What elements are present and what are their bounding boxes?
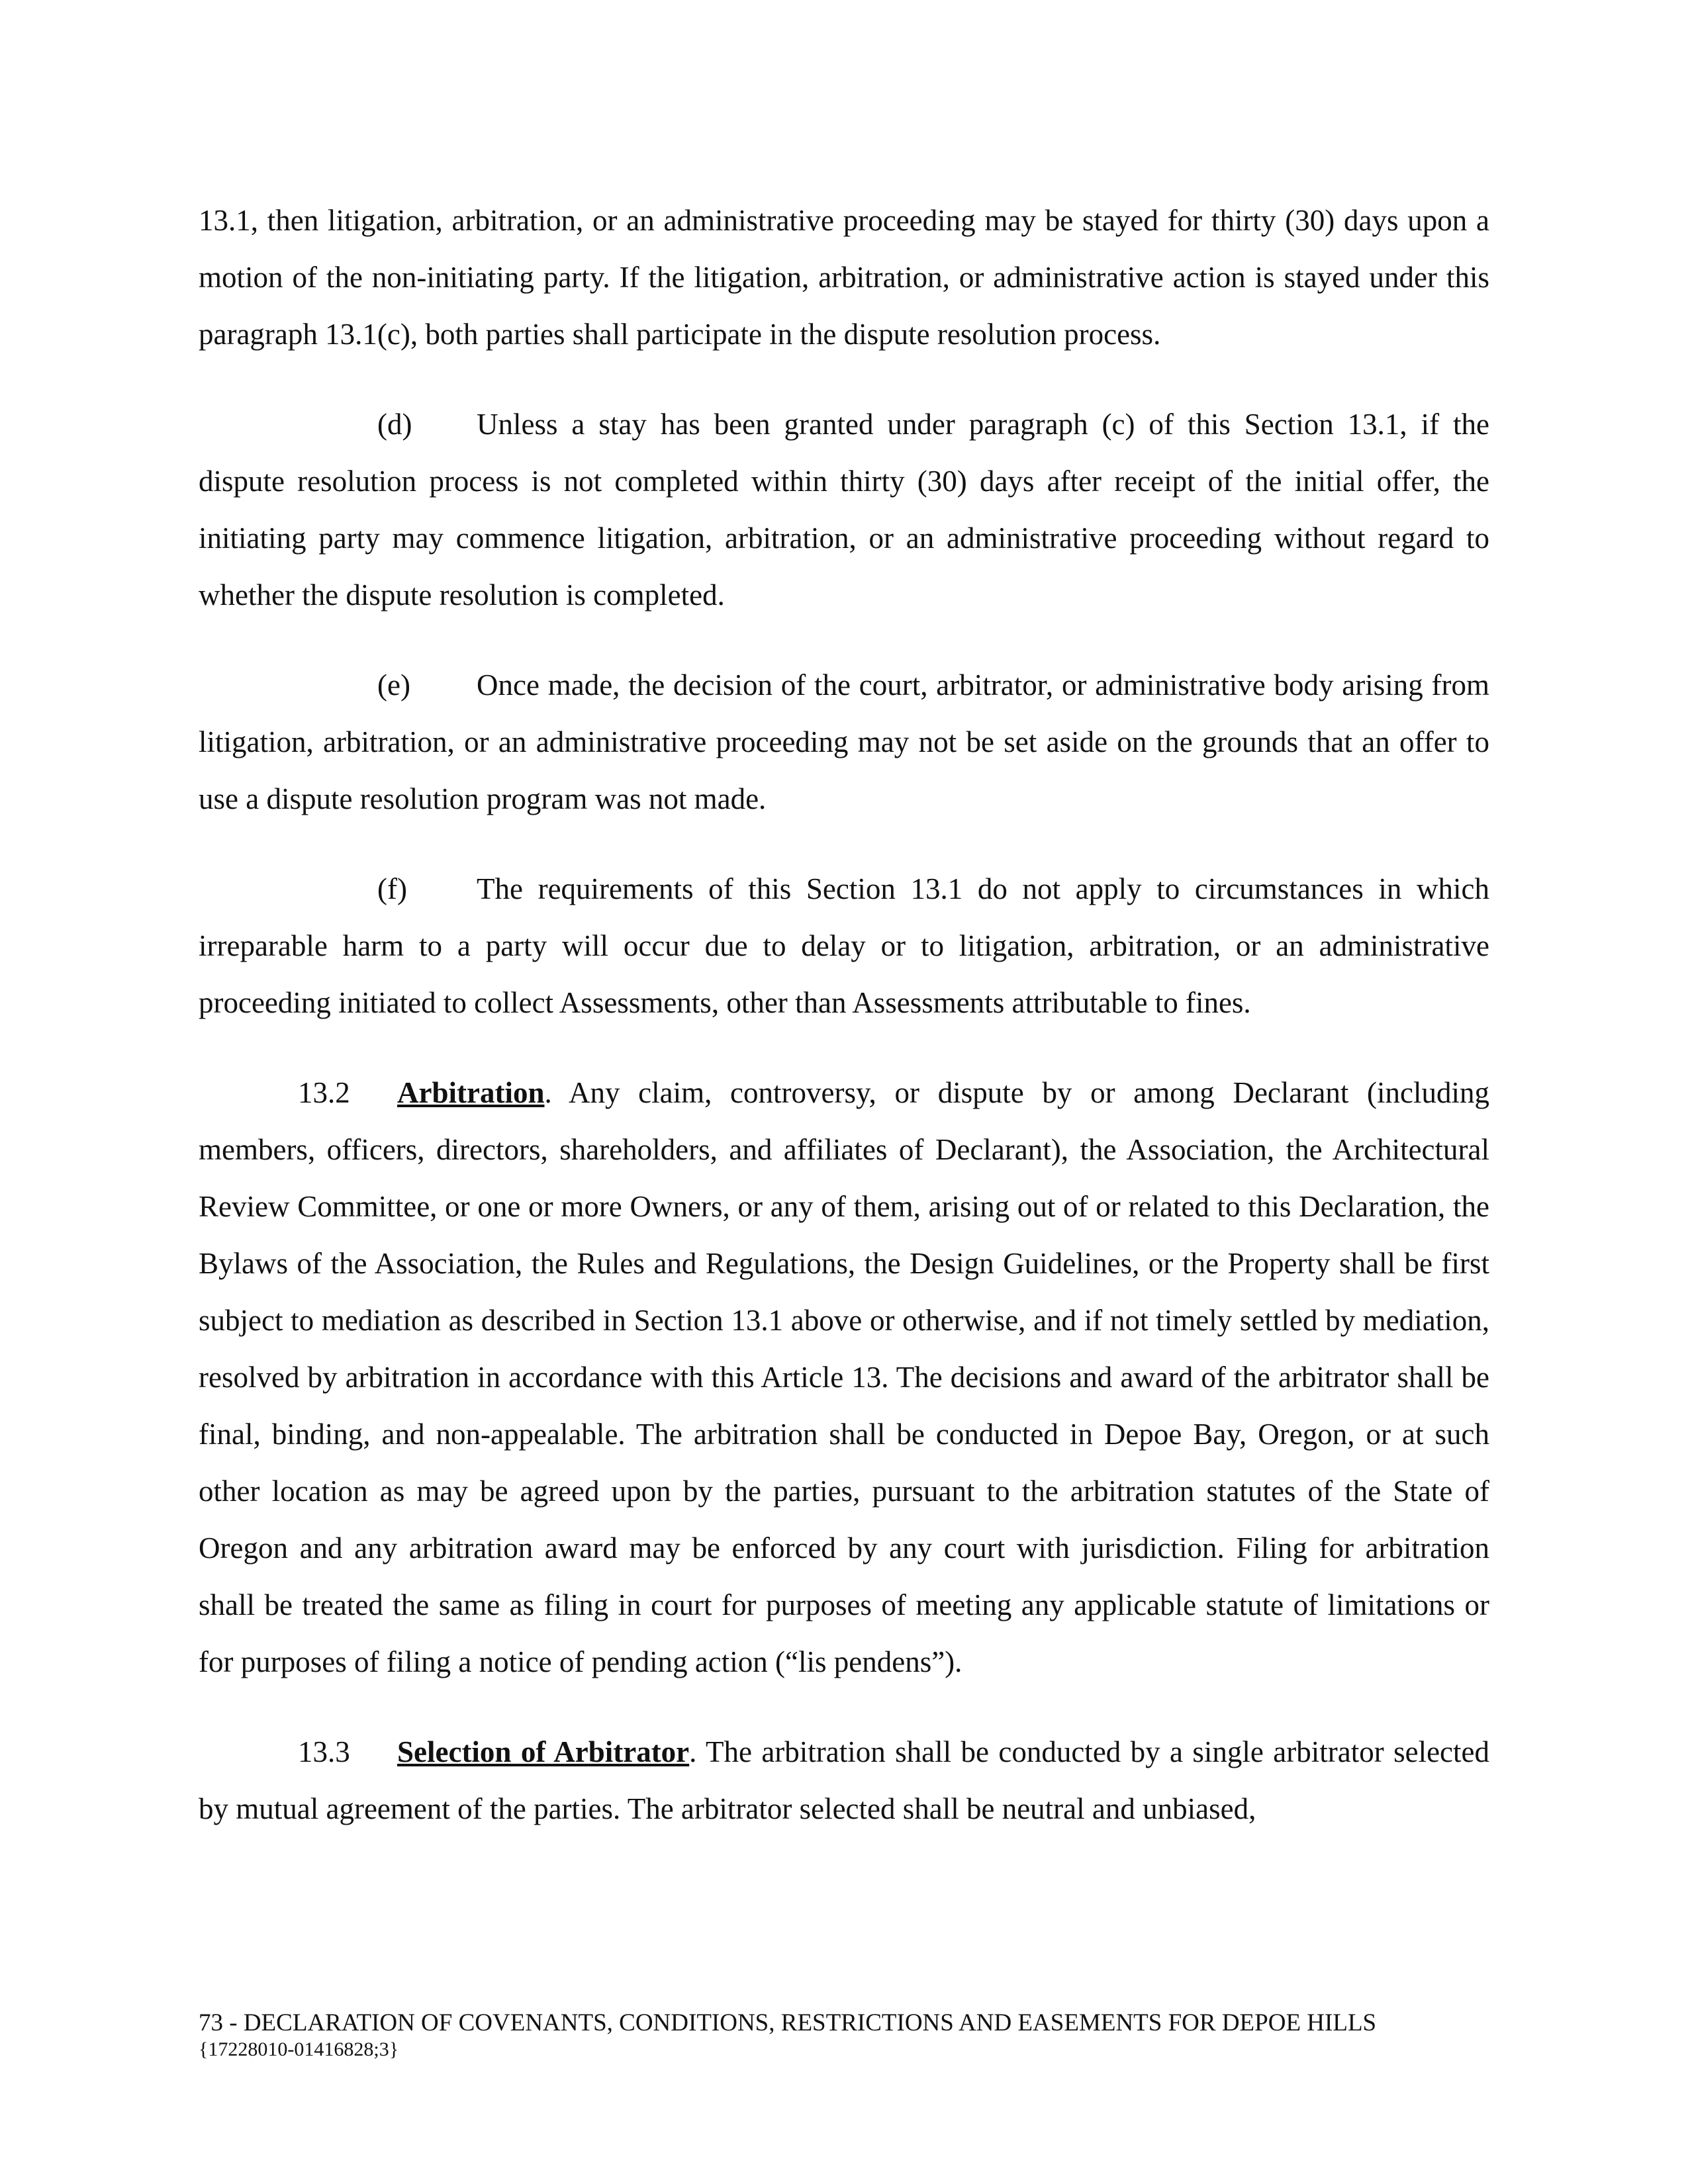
section-13-3 bbox=[199, 1723, 1489, 1837]
section-text: . Any claim, controversy, or dispute by or among Declarant (including members, officers, directors, shareholders, and affiliates of Declarant), the Association, the Architectural Review Committee, or one or more Owners, or any of them, arising out of or related to this Declaration, the Bylaws of the Association, the Rules and Regulations, the Design Guidelines, or the Property shall be first subject to mediation as described in Section 13.1 above or otherwise, and if not timely settled by mediation, resolved by arbitration in accordance with this Article 13. The decisions and award of the arbitrator shall be final, binding, and non-appealable. The arbitration shall be conducted in Depoe Bay, Oregon, or at such other location as may be agreed upon by the parties, pursuant to the arbitration statutes of the State of Oregon and any arbitration award may be enforced by any court with jurisdiction. Filing for arbitration shall be treated the same as filing in court for purposes of meeting any applicable statute of limitations or for purposes of filing a notice of pending action (“lis pendens”). bbox=[199, 1076, 1489, 1678]
section-heading: Selection of Arbitrator bbox=[397, 1735, 690, 1768]
subsection-f bbox=[199, 860, 1489, 1031]
continuation-paragraph: 13.1, then litigation, arbitration, or an administrative proceeding may be stayed for thirty (30) days upon a motion of the non-initiating party. If the litigation, arbitration, or administrative action is stayed under this paragraph 13.1(c), both parties shall participate in the dispute resolution process. bbox=[199, 204, 1489, 351]
subsection-text: Once made, the decision of the court, arbitrator, or administrative body arising from litigation, arbitration, or an administrative proceeding may not be set aside on the grounds that an offer to use a dispute resolution program was not made. bbox=[199, 668, 1489, 815]
section-number: 13.2 bbox=[298, 1076, 350, 1109]
subsection-d bbox=[199, 396, 1489, 623]
footer-document-code: {17228010-01416828;3} bbox=[199, 2038, 399, 2060]
section-13-2 bbox=[199, 1064, 1489, 1690]
subsection-label: (d) bbox=[377, 408, 412, 441]
subsection-label: (f) bbox=[377, 872, 407, 905]
page-footer bbox=[199, 2009, 1489, 2062]
subsection-label: (e) bbox=[377, 668, 410, 702]
footer-title: 73 - DECLARATION OF COVENANTS, CONDITIONS, RESTRICTIONS AND EASEMENTS FOR DEPOE HILLS bbox=[199, 2009, 1377, 2036]
subsection-text: Unless a stay has been granted under paragraph (c) of this Section 13.1, if the dispute resolution process is not completed within thirty (30) days after receipt of the initial offer, the initiating party may commence litigation, arbitration, or an administrative proceeding without regard to whether the dispute resolution is completed. bbox=[199, 408, 1489, 612]
subsection-text: The requirements of this Section 13.1 do not apply to circumstances in which irreparable harm to a party will occur due to delay or to litigation, arbitration, or an administrative proceeding initiated to collect Assessments, other than Assessments attributable to fines. bbox=[199, 872, 1489, 1019]
section-heading: Arbitration bbox=[397, 1076, 545, 1109]
document-body bbox=[199, 192, 1489, 1870]
subsection-e bbox=[199, 657, 1489, 827]
section-number: 13.3 bbox=[298, 1735, 350, 1768]
section-text: . The arbitration shall be conducted by a single arbitrator selected by mutual agreement of the parties. The arbitrator selected shall be neutral and unbiased, bbox=[199, 1735, 1489, 1825]
